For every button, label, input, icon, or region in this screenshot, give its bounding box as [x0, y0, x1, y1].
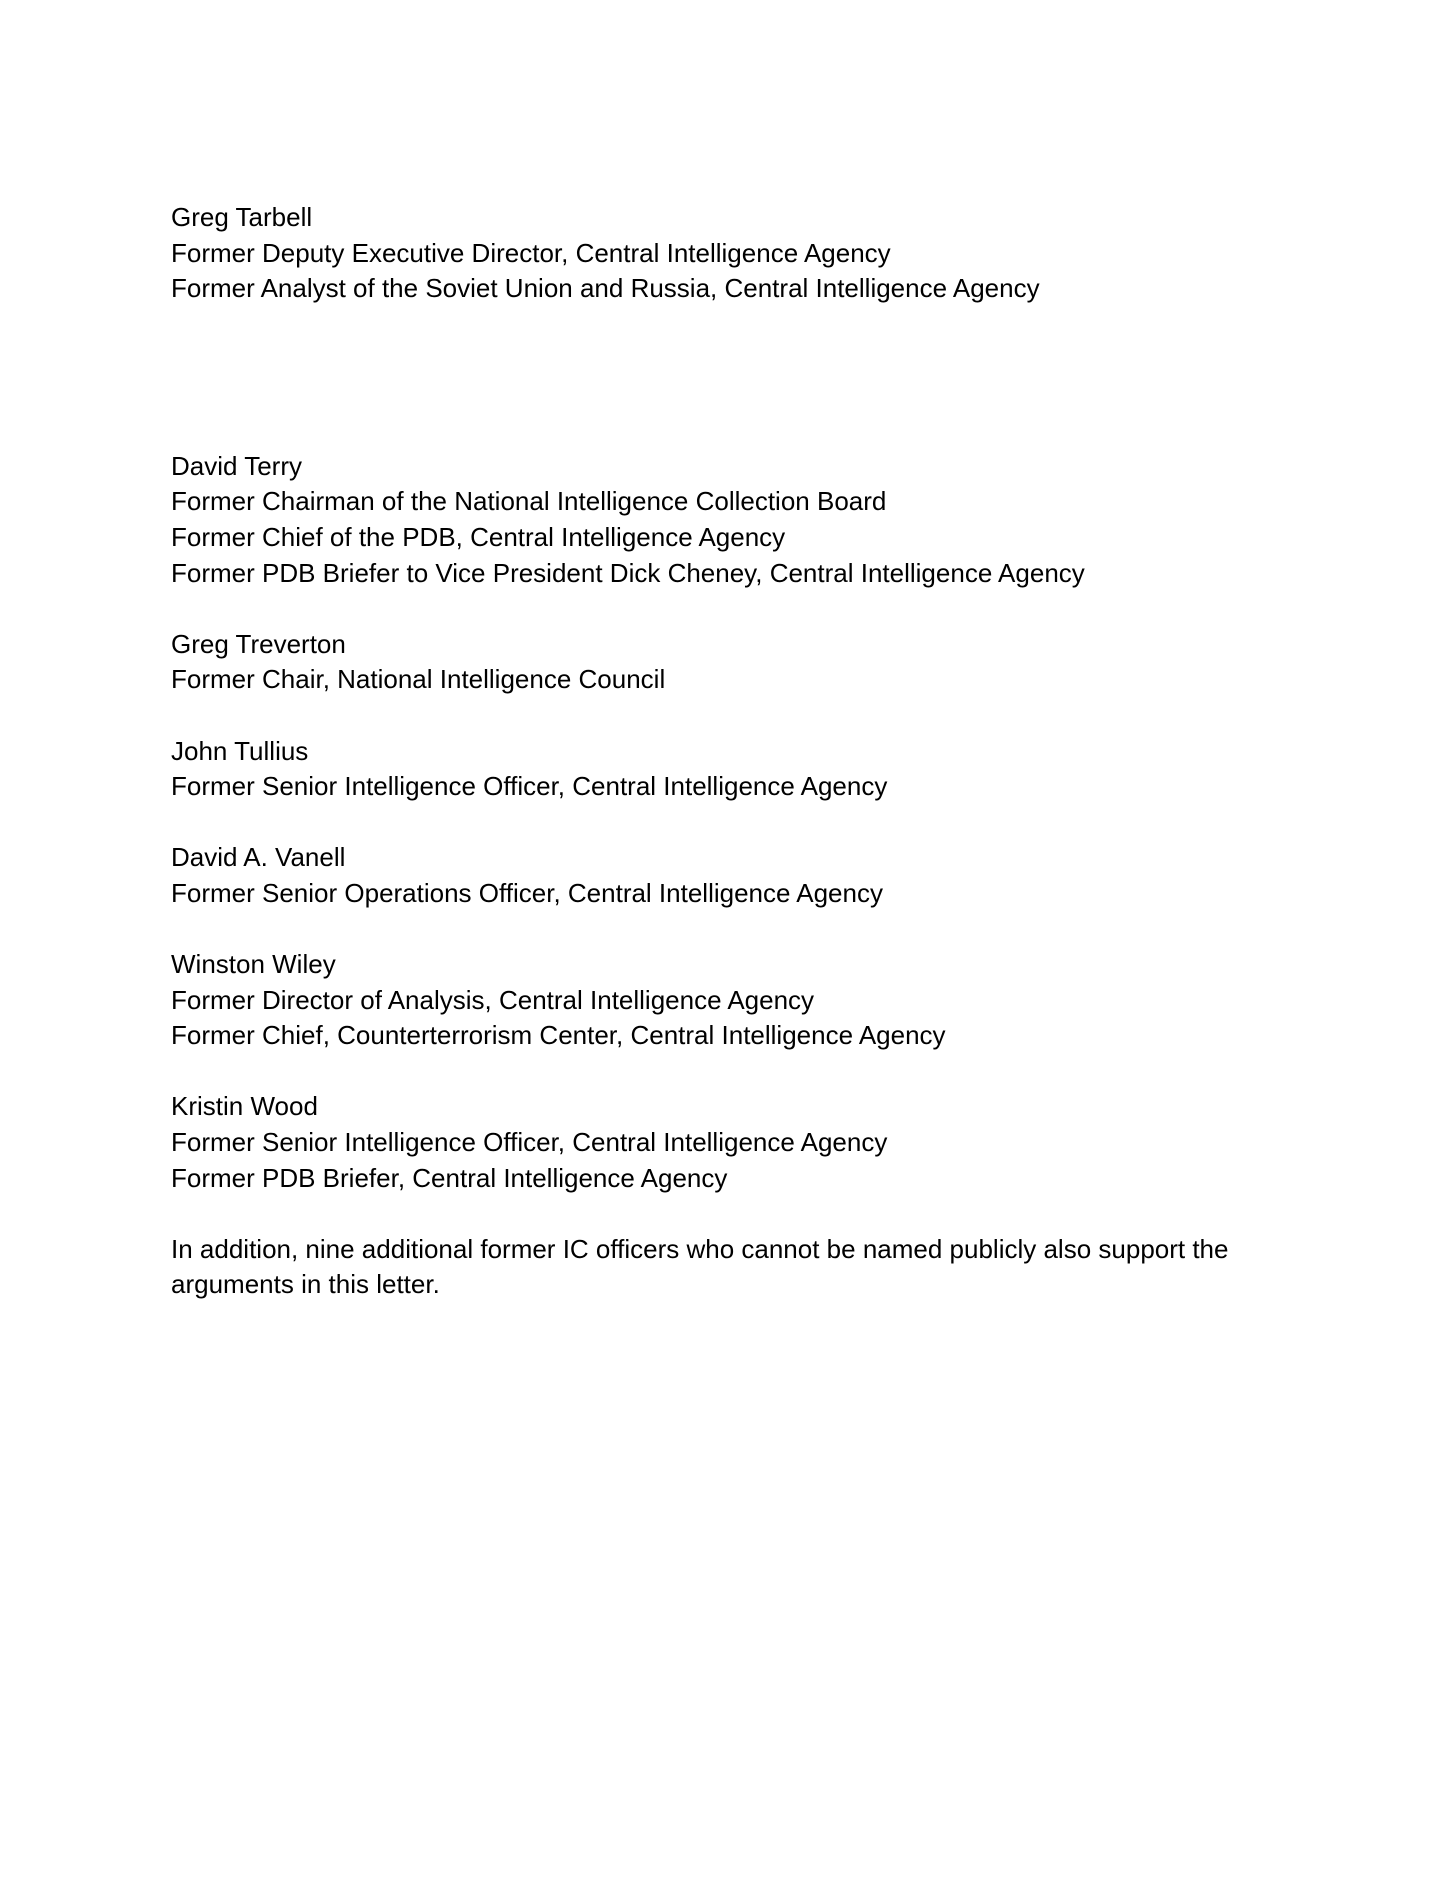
closing-statement: In addition, nine additional former IC officers who cannot be named publicly also support the arguments in this letter.: [171, 1233, 1229, 1300]
signatory-name: Kristin Wood: [171, 1091, 318, 1122]
signatory-title: Former PDB Briefer to Vice President Dick Cheney, Central Intelligence Agency: [171, 557, 1085, 588]
signatory-title: Former Chief of the PDB, Central Intelligence Agency: [171, 521, 786, 552]
signatory-title: Former Chair, National Intelligence Council: [171, 664, 666, 695]
signatory-entry: [171, 200, 1331, 307]
signatory-entry: [171, 947, 1331, 1054]
signatory-name: Winston Wiley: [171, 949, 336, 980]
spacer: [171, 805, 1331, 841]
spacer: [171, 307, 1331, 449]
spacer: [171, 912, 1331, 948]
signatory-name: David A. Vanell: [171, 842, 346, 873]
spacer: [171, 1054, 1331, 1090]
signatory-name: David Terry: [171, 450, 303, 481]
spacer: [171, 698, 1331, 734]
signatory-entry: [171, 627, 1331, 698]
signatory-list: [171, 200, 1331, 1303]
signatory-entry: [171, 734, 1331, 805]
spacer: [171, 1196, 1331, 1232]
signatory-title: Former Director of Analysis, Central Intelligence Agency: [171, 984, 815, 1015]
spacer: [171, 591, 1331, 627]
signatory-title: Former Senior Operations Officer, Central Intelligence Agency: [171, 877, 883, 908]
signatory-entry: [171, 1089, 1331, 1196]
signatory-name: Greg Tarbell: [171, 202, 313, 232]
signatory-title: Former Senior Intelligence Officer, Central Intelligence Agency: [171, 1127, 888, 1158]
signatory-title: Former Chairman of the National Intelligence Collection Board: [171, 486, 887, 517]
signatory-title: Former Analyst of the Soviet Union and Russia, Central Intelligence Agency: [171, 273, 1040, 304]
signatory-title: Former PDB Briefer, Central Intelligence Agency: [171, 1162, 728, 1193]
signatory-name: John Tullius: [171, 735, 309, 766]
signatory-entry: [171, 840, 1331, 911]
signatory-title: Former Deputy Executive Director, Central Intelligence Agency: [171, 237, 891, 268]
signatory-name: Greg Treverton: [171, 628, 346, 659]
signatory-title: Former Senior Intelligence Officer, Central Intelligence Agency: [171, 771, 888, 802]
signatory-entry: [171, 449, 1331, 591]
signatory-title: Former Chief, Counterterrorism Center, Central Intelligence Agency: [171, 1020, 946, 1051]
